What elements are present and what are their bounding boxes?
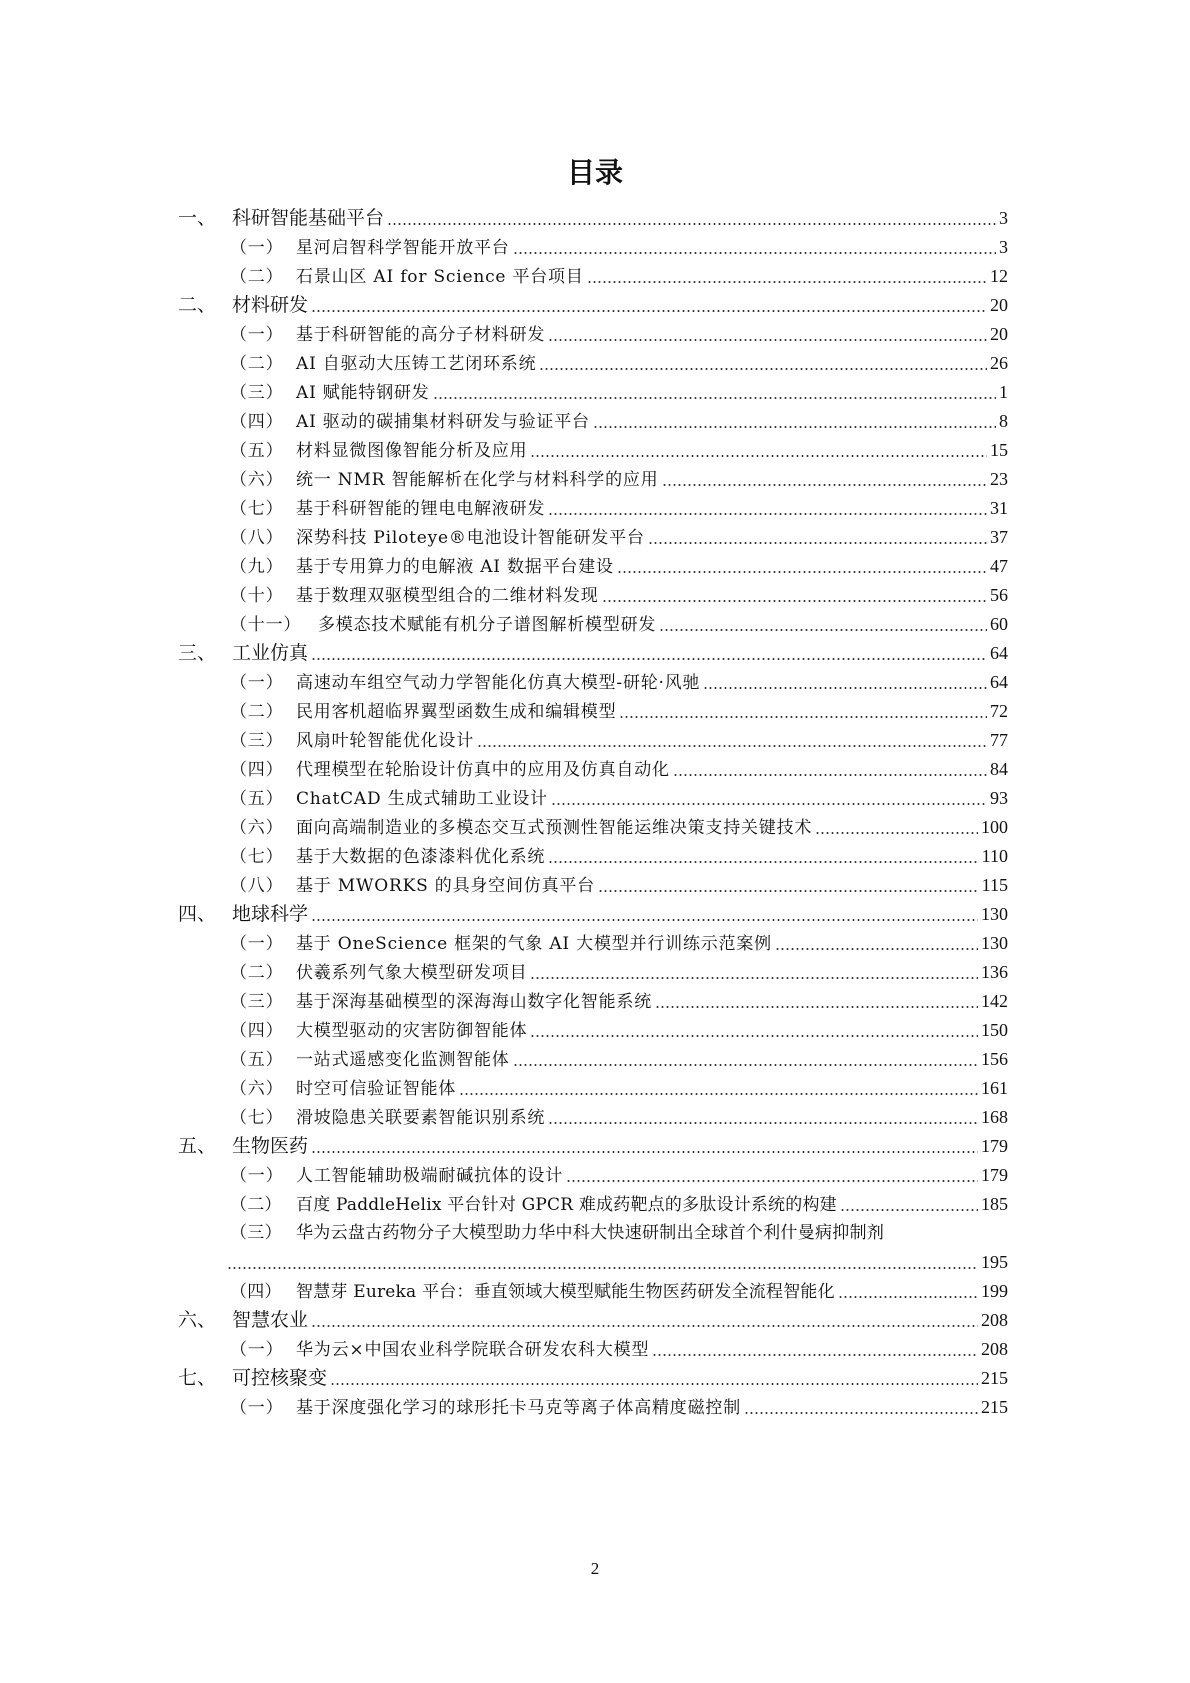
entry-number: （九） [230,557,284,577]
page-ref: 77 [990,730,1008,750]
toc-entry[interactable] [230,1393,1008,1421]
entry-number: （八） [230,528,284,548]
toc-entry[interactable] [230,784,1008,812]
dot-leader [530,1035,978,1037]
entry-number: （十一） [230,615,302,635]
toc-entry[interactable] [230,436,1008,464]
entry-title: 多模态技术赋能有机分子谱图解析模型研发 [318,615,657,635]
entry-title: 伏羲系列气象大模型研发项目 [296,963,528,983]
dot-leader [655,1006,978,1008]
section-number: 六、 [178,1309,217,1331]
dot-leader [311,658,987,660]
page-ref: 84 [990,759,1008,779]
page-ref: 168 [981,1107,1008,1127]
entry-title: 风扇叶轮智能优化设计 [296,731,474,751]
dot-leader [548,1122,978,1124]
toc-section-7[interactable] [178,1364,1008,1392]
dot-leader [513,1064,978,1066]
dot-leader [652,1354,978,1356]
section-title: 生物医药 [232,1135,309,1157]
entry-title: 百度 PaddleHelix 平台针对 GPCR 难成药靶点的多肽设计系统的构建 [296,1195,837,1215]
entry-number: （六） [230,470,284,490]
page-ref: 199 [981,1281,1008,1301]
entry-number: （四） [230,1021,284,1041]
dot-leader [659,629,987,631]
dot-leader [311,1325,978,1327]
dot-leader [311,310,987,312]
page-ref: 64 [990,643,1008,663]
page-ref: 3 [999,208,1008,228]
entry-title: 大模型驱动的灾害防御智能体 [296,1021,528,1041]
page-ref: 195 [981,1252,1008,1272]
entry-title: 基于专用算力的电解液 AI 数据平台建设 [296,557,614,577]
section-title: 地球科学 [232,903,309,925]
toc-section-5[interactable] [178,1132,1008,1160]
toc-entry[interactable] [230,842,1008,870]
dot-leader [530,977,978,979]
entry-number: （二） [230,354,284,374]
toc-entry-wrapped[interactable] [230,1219,1008,1247]
entry-number: （十） [230,586,284,606]
entry-title: 滑坡隐患关联要素智能识别系统 [296,1108,546,1128]
entry-title: 基于大数据的色漆漆料优化系统 [296,847,546,867]
dot-leader [227,1267,978,1269]
toc-entry[interactable] [230,1277,1008,1305]
toc-section-4[interactable] [178,900,1008,928]
dot-leader [311,1151,978,1153]
toc-entry[interactable] [230,581,1008,609]
dot-leader [593,426,996,428]
page-ref: 156 [981,1049,1008,1069]
page-ref: 15 [990,440,1008,460]
toc-entry[interactable] [230,987,1008,1015]
toc-section-6[interactable] [178,1306,1008,1334]
page-ref: 1 [999,382,1008,402]
entry-number: （三） [230,992,284,1012]
page-ref: 3 [999,237,1008,257]
entry-title: 人工智能辅助极端耐碱抗体的设计 [296,1166,563,1186]
page-ref: 56 [990,585,1008,605]
entry-number: （五） [230,441,284,461]
toc-entry[interactable] [230,697,1008,725]
dot-leader [619,716,987,718]
entry-number: （三） [230,731,284,751]
page-ref: 31 [990,498,1008,518]
entry-title: ChatCAD 生成式辅助工业设计 [296,789,548,809]
dot-leader [617,571,987,573]
dot-leader [648,542,987,544]
page-ref: 93 [990,788,1008,808]
page-ref: 142 [981,991,1008,1011]
entry-title: 一站式遥感变化监测智能体 [296,1050,510,1070]
entry-title: 材料显微图像智能分析及应用 [296,441,528,461]
entry-number: （一） [230,1166,284,1186]
toc-entry[interactable] [230,407,1008,435]
entry-number: （七） [230,1108,284,1128]
dot-leader [311,919,978,921]
dot-leader [840,1209,978,1211]
dot-leader [662,484,988,486]
dot-leader [330,1383,978,1385]
entry-title: 基于深海基础模型的深海海山数字化智能系统 [296,992,652,1012]
page-ref: 20 [990,324,1008,344]
toc-entry[interactable] [230,233,1008,261]
toc-entry[interactable] [230,262,1008,290]
dot-leader [744,1412,978,1414]
entry-title: 代理模型在轮胎设计仿真中的应用及仿真自动化 [296,760,670,780]
page-ref: 130 [981,933,1008,953]
entry-title: 华为云×中国农业科学院联合研发农科大模型 [296,1340,650,1360]
entry-title: 高速动车组空气动力学智能化仿真大模型-研轮·风驰 [296,673,701,693]
toc-section-3[interactable] [178,639,1008,667]
toc-entry[interactable] [230,1190,1008,1218]
section-number: 七、 [178,1367,217,1389]
page-ref: 64 [990,672,1008,692]
section-title: 材料研发 [232,294,309,316]
toc-entry[interactable] [230,610,1008,638]
section-title: 可控核聚变 [232,1367,328,1389]
toc-entry[interactable] [230,378,1008,406]
page-ref: 23 [990,469,1008,489]
entry-number: （七） [230,847,284,867]
toc-entry[interactable] [230,755,1008,783]
entry-number: （四） [230,1282,282,1302]
dot-leader [513,252,996,254]
section-number: 二、 [178,294,217,316]
dot-leader [539,368,987,370]
entry-title: AI 自驱动大压铸工艺闭环系统 [296,354,537,374]
section-number: 三、 [178,642,217,664]
dot-leader [587,281,987,283]
entry-number: （二） [230,1195,282,1215]
dot-leader [477,745,987,747]
toc-entry[interactable] [230,1161,1008,1189]
page-ref: 100 [981,817,1008,837]
dot-leader [551,803,987,805]
entry-title: AI 赋能特钢研发 [296,383,430,403]
page-ref: 150 [981,1020,1008,1040]
entry-number: （六） [230,818,284,838]
toc-entry[interactable] [230,1016,1008,1044]
entry-number: （五） [230,789,284,809]
entry-title: 基于深度强化学习的球形托卡马克等离子体高精度磁控制 [296,1398,741,1418]
page-ref: 136 [981,962,1008,982]
dot-leader [459,1093,978,1095]
page-ref: 72 [990,701,1008,721]
entry-title: 星河启智科学智能开放平台 [296,238,510,258]
entry-title: AI 驱动的碳捕集材料研发与验证平台 [296,412,590,432]
entry-number: （三） [230,1223,282,1243]
entry-title: 智慧芽 Eureka 平台：垂直领域大模型赋能生物医药研发全流程智能化 [296,1282,835,1302]
toc-entry[interactable] [230,1074,1008,1102]
page-number: 2 [590,1559,600,1578]
entry-number: （一） [230,1340,284,1360]
page-ref: 26 [990,353,1008,373]
dot-leader [433,397,996,399]
toc-section-1[interactable] [178,204,1008,232]
entry-title: 基于数理双驱模型组合的二维材料发现 [296,586,599,606]
entry-number: （一） [230,673,284,693]
dot-leader [548,861,978,863]
dot-leader [673,774,987,776]
entry-number: （五） [230,1050,284,1070]
entry-number: （七） [230,499,284,519]
entry-title: 民用客机超临界翼型函数生成和编辑模型 [296,702,617,722]
toc-section-2[interactable] [178,291,1008,319]
entry-number: （一） [230,238,284,258]
toc-entry[interactable] [230,1103,1008,1131]
page-ref: 115 [981,875,1008,895]
page-ref: 208 [981,1339,1008,1359]
page-ref: 215 [981,1397,1008,1417]
toc-entry[interactable] [230,1335,1008,1363]
entry-number: （三） [230,383,284,403]
dot-leader [815,832,978,834]
entry-title: 时空可信验证智能体 [296,1079,457,1099]
section-title: 科研智能基础平台 [232,207,385,229]
page-ref: 215 [981,1368,1008,1388]
toc-entry[interactable] [230,871,1008,899]
page-ref: 110 [981,846,1008,866]
toc-entry[interactable] [230,552,1008,580]
page-ref: 20 [990,295,1008,315]
toc-entry[interactable] [230,465,1008,493]
entry-number: （一） [230,1398,284,1418]
toc-entry-continuation[interactable] [224,1248,1008,1276]
section-number: 一、 [178,207,217,229]
page-ref: 47 [990,556,1008,576]
dot-leader [602,600,987,602]
entry-title: 统一 NMR 智能解析在化学与材料科学的应用 [296,470,659,490]
entry-title: 石景山区 AI for Science 平台项目 [296,267,584,287]
entry-number: （八） [230,876,284,896]
section-title: 智慧农业 [232,1309,309,1331]
dot-leader [775,948,978,950]
entry-number: （二） [230,963,284,983]
toc-entry[interactable] [230,1045,1008,1073]
entry-title: 基于科研智能的锂电电解液研发 [296,499,546,519]
dot-leader [838,1296,978,1298]
entry-number: （一） [230,325,284,345]
entry-title: 基于科研智能的高分子材料研发 [296,325,546,345]
toc-entry[interactable] [230,494,1008,522]
toc-entry[interactable] [230,668,1008,696]
toc-entry[interactable] [230,726,1008,754]
section-number: 五、 [178,1135,217,1157]
dot-leader [548,339,987,341]
page-ref: 8 [999,411,1008,431]
dot-leader [530,455,987,457]
dot-leader [548,513,987,515]
page-title: 目录 [566,156,623,189]
entry-number: （四） [230,760,284,780]
toc-entry[interactable] [230,320,1008,348]
page-ref: 161 [981,1078,1008,1098]
page-ref: 37 [990,527,1008,547]
entry-title: 华为云盘古药物分子大模型助力华中科大快速研制出全球首个利什曼病抑制剂 [296,1223,885,1243]
dot-leader [387,223,996,225]
toc-entry[interactable] [230,523,1008,551]
page-ref: 179 [981,1136,1008,1156]
dot-leader [598,890,979,892]
dot-leader [703,687,987,689]
toc-entry[interactable] [230,349,1008,377]
page-ref: 208 [981,1310,1008,1330]
toc-entry[interactable] [230,929,1008,957]
page-ref: 185 [981,1194,1008,1214]
toc-entry[interactable] [230,813,1008,841]
page-ref: 60 [990,614,1008,634]
entry-number: （六） [230,1079,284,1099]
page-ref: 12 [990,266,1008,286]
entry-number: （一） [230,934,284,954]
entry-title: 面向高端制造业的多模态交互式预测性智能运维决策支持关键技术 [296,818,813,838]
entry-number: （四） [230,412,284,432]
section-number: 四、 [178,903,217,925]
entry-title: 基于 OneScience 框架的气象 AI 大模型并行训练示范案例 [296,934,772,954]
page-ref: 130 [981,904,1008,924]
page-ref: 179 [981,1165,1008,1185]
section-title: 工业仿真 [232,642,309,664]
toc-entry[interactable] [230,958,1008,986]
dot-leader [566,1180,978,1182]
entry-title: 基于 MWORKS 的具身空间仿真平台 [296,876,595,896]
entry-number: （二） [230,267,284,287]
entry-title: 深势科技 Piloteye®电池设计智能研发平台 [296,528,645,548]
entry-number: （二） [230,702,284,722]
